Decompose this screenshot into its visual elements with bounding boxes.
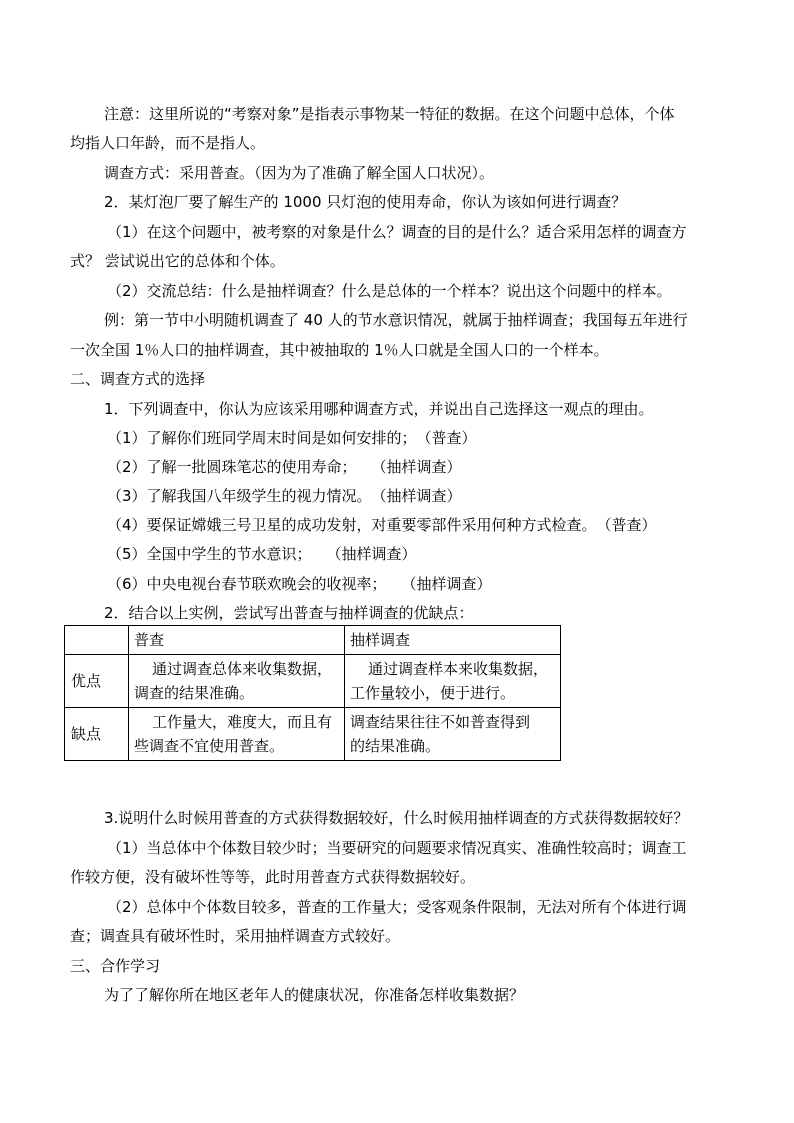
table-cell [129, 655, 345, 708]
comparison-table [64, 625, 561, 761]
cell-text-line: 通过调查总体来收集数据， [152, 660, 333, 678]
cell-text-line: 工作量较小，便于进行。 [350, 684, 516, 702]
paragraph-line: 一次全国 1％人口的抽样调查，其中被抽取的 1％人口就是全国人口的一个样本。 [70, 341, 609, 359]
cell-text-line: 些调查不宜使用普查。 [134, 737, 285, 755]
list-item: （5）全国中学生的节水意识； （抽样调查） [107, 545, 417, 563]
table-row [65, 708, 561, 761]
question-line: 2．某灯泡厂要了解生产的 1000 只灯泡的使用寿命，你认为该如何进行调查？ [104, 193, 627, 211]
list-item: （4）要保证嫦娥三号卫星的成功发射，对重要零部件采用何种方式检查。 （普查） [107, 516, 657, 534]
paragraph-line: 查；调查具有破坏性时，采用抽样调查方式较好。 [70, 927, 401, 945]
table-header-cell [65, 626, 129, 655]
question-line: 3.说明什么时候用普查的方式获得数据较好，什么时候用抽样调查的方式获得数据较好？ [104, 809, 689, 827]
cell-text-line: 工作量大，难度大，而且有 [152, 713, 333, 731]
question-line: 1．下列调查中，你认为应该采用哪种调查方式，并说出自己选择这一观点的理由。 [104, 400, 654, 418]
table-header-cell: 普查 [129, 626, 345, 655]
paragraph-line: 注意：这里所说的“考察对象”是指表示事物某一特征的数据。在这个问题中总体，个体 [104, 105, 675, 123]
list-item: （2）了解一批圆珠笔芯的使用寿命； （抽样调查） [107, 458, 462, 476]
paragraph-line: 调查方式：采用普查。（因为为了准确了解全国人口状况）。 [104, 164, 495, 182]
paragraph-line: 为了了解你所在地区老年人的健康状况，你准备怎样收集数据？ [104, 986, 525, 1004]
table-cell [345, 708, 561, 761]
table-cell [345, 655, 561, 708]
paragraph-line: 式？ 尝试说出它的总体和个体。 [70, 252, 285, 270]
list-item: （6）中央电视台春节联欢晚会的收视率； （抽样调查） [107, 575, 492, 593]
paragraph-line: 例：第一节中小明随机调查了 40 人的节水意识情况，就属于抽样调查；我国每五年进行 [104, 311, 688, 329]
row-label: 优点 [65, 655, 129, 708]
table-row [65, 655, 561, 708]
row-label: 缺点 [65, 708, 129, 761]
paragraph-line: （1）在这个问题中，被考察的对象是什么？调查的目的是什么？适合采用怎样的调查方 [107, 223, 687, 241]
paragraph-line: 作较方便，没有破坏性等等，此时用普查方式获得数据较好。 [70, 868, 476, 886]
section-heading: 三、合作学习 [70, 957, 161, 975]
paragraph-line: 均指人口年龄，而不是指人。 [70, 134, 266, 152]
table-cell [129, 708, 345, 761]
cell-text-line: 通过调查样本来收集数据， [368, 660, 549, 678]
table-header-row [65, 626, 561, 655]
paragraph-line: （1）当总体中个体数目较少时；当要研究的问题要求情况真实、准确性较高时；调查工 [107, 839, 687, 857]
cell-text-line: 的结果准确。 [350, 737, 441, 755]
section-heading: 二、调查方式的选择 [70, 370, 206, 388]
table-header-cell: 抽样调查 [345, 626, 561, 655]
list-item: （3）了解我国八年级学生的视力情况。 （抽样调查） [107, 487, 462, 505]
paragraph-line: （2）总体中个体数目较多，普查的工作量大；受客观条件限制，无法对所有个体进行调 [107, 898, 687, 916]
list-item: （1）了解你们班同学周末时间是如何安排的； （普查） [107, 429, 477, 447]
cell-text-line: 调查结果往往不如普查得到 [350, 713, 531, 731]
question-line: 2．结合以上实例，尝试写出普查与抽样调查的优缺点： [104, 604, 474, 622]
cell-text-line: 调查的结果准确。 [134, 684, 255, 702]
paragraph-line: （2）交流总结：什么是抽样调查？什么是总体的一个样本？说出这个问题中的样本。 [107, 282, 672, 300]
